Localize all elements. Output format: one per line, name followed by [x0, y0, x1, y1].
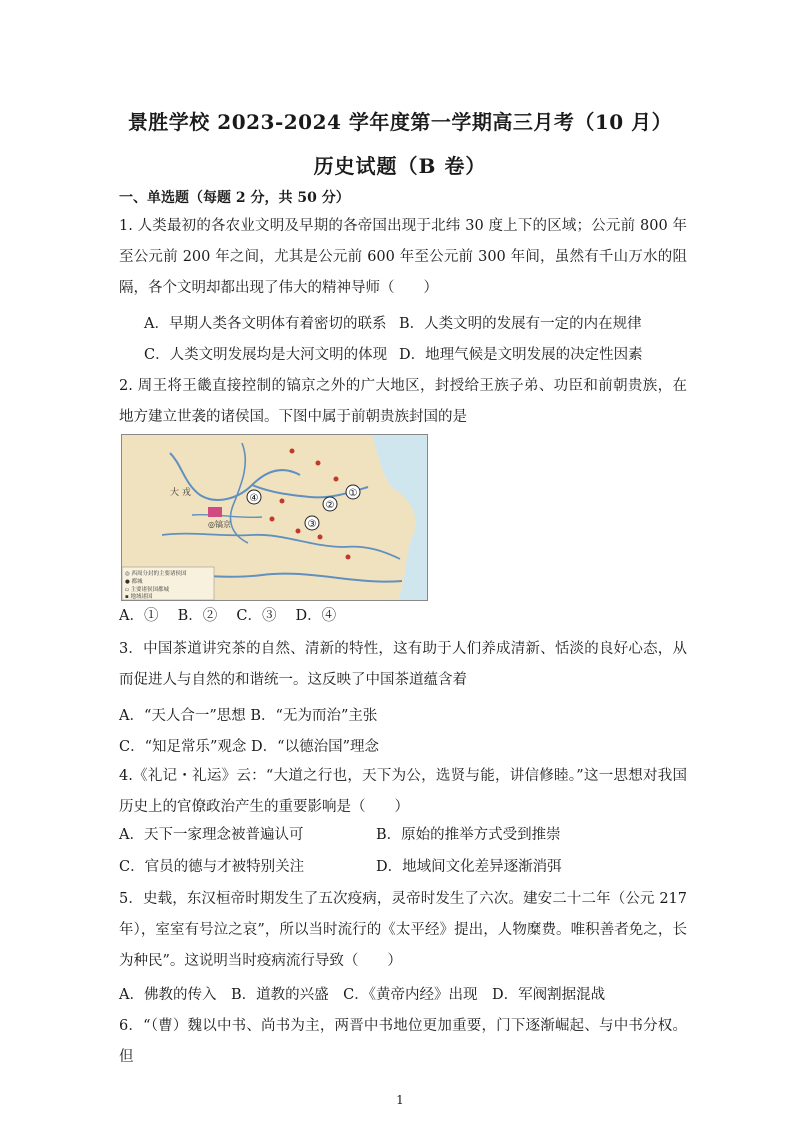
question-3-options-cd: C．“知足常乐”观念 D．“以德治国”理念 [119, 739, 379, 755]
city-dot [280, 499, 285, 504]
city-dot [318, 535, 323, 540]
page-number: 1 [396, 1093, 404, 1107]
map-marker-3-label: ③ [307, 519, 317, 530]
section-heading: 一、单选题（每题 2 分，共 50 分） [119, 190, 350, 206]
question-4-stem: 4.《礼记・礼运》云：“大道之行也，天下为公，选贤与能，讲信修睦。”这一思想对我国历史上的官僚政治产生的重要影响是（ ） [119, 768, 687, 815]
question-3-options-ab: A．“天人合一”思想 B．“无为而治”主张 [119, 708, 378, 724]
question-1-option-a: A．早期人类各文明体有着密切的联系 [144, 316, 387, 332]
question-1-option-c: C．人类文明发展均是大河文明的体现 [144, 347, 388, 363]
question-4-option-d: D．地域间文化差异逐渐消弭 [376, 859, 562, 875]
map-marker-4-label: ④ [249, 493, 259, 504]
city-dot [296, 529, 301, 534]
map-label-haojing: ◎镐京 [208, 520, 231, 529]
capital-marker [208, 507, 222, 517]
question-6-stem: 6．“（曹）魏以中书、尚书为主，两晋中书地位更加重要，门下逐渐崛起、与中书分权。但 [119, 1018, 687, 1065]
map-label-dairong: 大 戎 [170, 488, 191, 498]
city-dot [270, 517, 275, 522]
question-1-option-d: D．地理气候是文明发展的决定性因素 [399, 347, 643, 363]
question-1-stem: 1. 人类最初的各农业文明及早期的各帝国出现于北纬 30 度上下的区域；公元前 800 年至公元前 200 年之间，尤其是公元前 600 年至公元前 300 年间，虽然有千山万水的阻隔，各个文明却都出现了伟大的精神导师（ ） [119, 218, 687, 296]
city-dot [346, 555, 351, 560]
exam-subtitle: 历史试题（B 卷） [313, 154, 487, 178]
question-2-options: A．① B．② C．③ D．④ [119, 608, 337, 624]
question-5-stem: 5．史载，东汉桓帝时期发生了五次疫病，灵帝时发生了六次。建安二十二年（公元 217 年），室室有号泣之哀”，所以当时流行的《太平经》提出，人物糜费。唯积善者免之，长为种民”。这说明当时疫病流行导致（ ） [119, 891, 687, 969]
map-marker-2-label: ② [325, 500, 335, 511]
map-graphic [122, 435, 427, 600]
map-legend-item: ● 都城 [125, 579, 143, 585]
question-3-stem: 3．中国茶道讲究茶的自然、清新的特性，这有助于人们养成清新、恬淡的良好心态，从而促进人与自然的和谐统一。这反映了中国茶道蕴含着 [119, 641, 687, 688]
map-legend-item: ▫ 主要诸侯国都城 [125, 587, 169, 593]
question-4-option-a: A．天下一家理念被普遍认可 [119, 827, 304, 843]
city-dot [334, 477, 339, 482]
question-5-options: A．佛教的传入 B．道教的兴盛 C．《黄帝内经》出现 D．军阀割据混战 [119, 987, 606, 1003]
question-4-option-c: C．官员的德与才被特别关注 [119, 859, 305, 875]
map-legend-item: ◎ 西周分封的主要诸侯国 [125, 571, 187, 577]
exam-title: 景胜学校 2023-2024 学年度第一学期高三月考（10 月） [127, 110, 673, 134]
question-1-option-b: B．人类文明的发展有一定的内在规律 [399, 316, 642, 332]
map-marker-1-label: ① [348, 488, 358, 499]
western-zhou-map [121, 434, 428, 601]
question-2-stem: 2. 周王将王畿直接控制的镐京之外的广大地区，封授给王族子弟、功臣和前朝贵族，在地方建立世袭的诸侯国。下图中属于前朝贵族封国的是 [119, 378, 687, 425]
question-4-option-b: B．原始的推举方式受到推崇 [376, 827, 561, 843]
city-dot [290, 449, 295, 454]
city-dot [316, 461, 321, 466]
map-legend-item: ▪ 地域诸国 [125, 594, 153, 600]
